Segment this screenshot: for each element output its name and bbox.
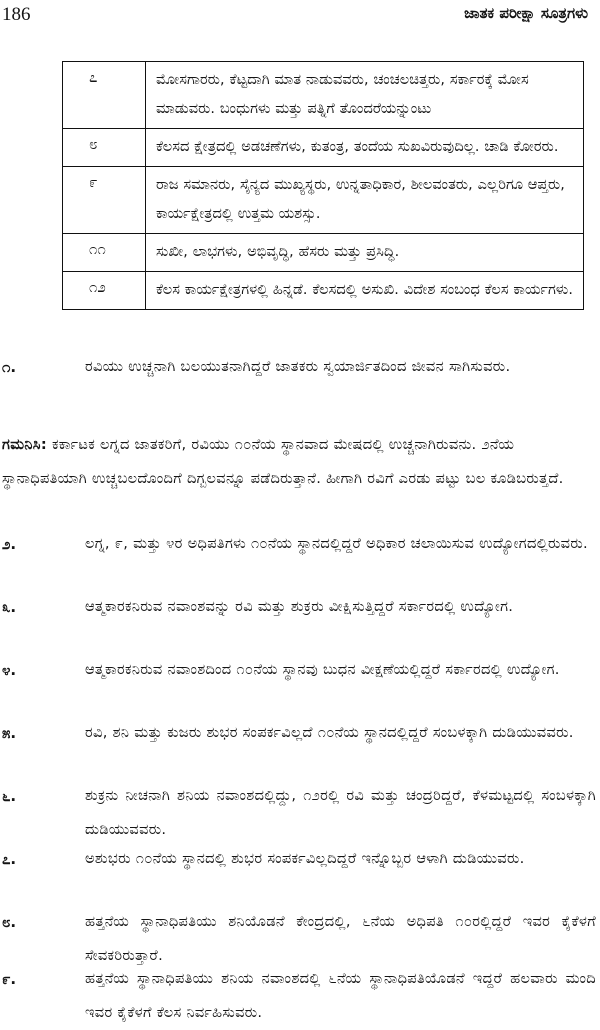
house-description-cell: ಕೆಲಸ ಕಾರ್ಯಕ್ಷೇತ್ರಗಳಲ್ಲಿ ಹಿನ್ನಡೆ. ಕೆಲಸದಲ್ಲಿ ಅಸುಖಿ. ವಿದೇಶ ಸಂಬಂಧ ಕೆಲಸ ಕಾರ್ಯಗಳು. [146,272,584,310]
list-item-text: ಆತ್ಮಕಾರಕನಿರುವ ನವಾಂಶವನ್ನು ರವಿ ಮತ್ತು ಶುಕ್ರರು ವೀಕ್ಷಿಸುತ್ತಿದ್ದರೆ ಸರ್ಕಾರದಲ್ಲಿ ಉದ್ಯೋಗ. [85,598,514,615]
table-row [63,234,584,272]
list-item [0,527,596,561]
house-number-cell: ೧೨ [63,272,146,310]
note-label: ಗಮನಿಸಿ: [2,436,47,453]
list-item [0,590,596,624]
list-item-number: ೮. [2,913,17,931]
page-header [0,0,600,40]
list-item-text: ಹತ್ತನೆಯ ಸ್ಥಾನಾಧಿಪತಿಯು ಶನಿಯೊಡನೆ ಕೇಂದ್ರದಲ್ಲಿ, ೬ನೆಯ ಅಧಿಪತಿ ೧೦ರಲ್ಲಿದ್ದರೆ ಇವರ ಕೈಕೆಳಗೆ ಸೇವಕರಿರುತ್ತಾರೆ. [85,913,596,964]
list-item [0,842,596,876]
table-row [63,62,584,129]
list-item [0,716,596,750]
list-item-number: ೧. [2,358,17,376]
list-item [0,779,596,847]
table-row [63,167,584,234]
list-item-number: ೪. [2,661,17,679]
list-item [0,962,596,1030]
note-text: ಕರ್ಕಾಟಕ ಲಗ್ನದ ಜಾತಕರಿಗೆ, ರವಿಯು ೧೦ನೆಯ ಸ್ಥಾನವಾದ ಮೇಷದಲ್ಲಿ ಉಚ್ಚನಾಗಿರುವನು. ೨ನೆಯ ಸ್ಥಾನಾಧಿಪತಿಯಾಗಿ ಉಚ್ಚಬಲದೊಂದಿಗೆ ದಿಗ್ಬಲವನ್ನೂ ಪಡೆದಿರುತ್ತಾನೆ. ಹೀಗಾಗಿ ರವಿಗೆ ಎರಡು ಪಟ್ಟು ಬಲ ಕೂಡಿಬರುತ್ತದೆ. [2,436,564,487]
house-number-cell: ೯ [63,167,146,234]
page-number: 186 [2,4,31,25]
list-item-text: ರವಿ, ಶನಿ ಮತ್ತು ಕುಜರು ಶುಭರ ಸಂಪರ್ಕವಿಲ್ಲದೆ ೧೦ನೆಯ ಸ್ಥಾನದಲ್ಲಿದ್ದರೆ ಸಂಬಳಕ್ಕಾಗಿ ದುಡಿಯುವವರು. [85,724,574,741]
list-item-text: ಲಗ್ನ, ೯, ಮತ್ತು ೪ರ ಅಧಿಪತಿಗಳು ೧೦ನೆಯ ಸ್ಥಾನದಲ್ಲಿದ್ದರೆ ಅಧಿಕಾರ ಚಲಾಯಿಸುವ ಉದ್ಯೋಗದಲ್ಲಿರುವರು. [85,535,588,552]
list-item-number: ೬. [2,787,17,805]
note-paragraph [2,428,594,496]
list-item-number: ೩. [2,598,17,616]
house-description-cell: ಕೆಲಸದ ಕ್ಷೇತ್ರದಲ್ಲಿ ಅಡಚಣೆಗಳು, ಕುತಂತ್ರ, ತಂದೆಯ ಸುಖವಿರುವುದಿಲ್ಲ. ಚಾಡಿ ಕೋರರು. [146,129,584,167]
list-item-number: ೨. [2,535,17,553]
house-description-cell: ರಾಜ ಸಮಾನರು, ಸೈನ್ಯದ ಮುಖ್ಯಸ್ಥರು, ಉನ್ನತಾಧಿಕಾರ, ಶೀಲವಂತರು, ಎಲ್ಲರಿಗೂ ಆಪ್ತರು, ಕಾರ್ಯಕ್ಷೇತ್ರದಲ್ಲಿ ಉತ್ತಮ ಯಶಸ್ಸು. [146,167,584,234]
list-item-number: ೭. [2,850,17,868]
house-description-cell: ಮೋಸಗಾರರು, ಕೆಟ್ಟದಾಗಿ ಮಾತ ನಾಡುವವರು, ಚಂಚಲಚಿತ್ತರು, ಸರ್ಕಾರಕ್ಕೆ ಮೋಸ ಮಾಡುವರು. ಬಂಧುಗಳು ಮತ್ತು ಪತ್ನಿಗೆ ತೊಂದರೆಯನ್ನುಂಟು [146,62,584,129]
house-number-cell: ೭ [63,62,146,129]
table-row [63,129,584,167]
list-item-text: ಆತ್ಮಕಾರಕನಿರುವ ನವಾಂಶದಿಂದ ೧೦ನೆಯ ಸ್ಥಾನವು ಬುಧನ ವೀಕ್ಷಣೆಯಲ್ಲಿದ್ದರೆ ಸರ್ಕಾರದಲ್ಲಿ ಉದ್ಯೋಗ. [85,661,560,678]
list-item [0,653,596,687]
house-description-cell: ಸುಖೀ, ಲಾಭಗಳು, ಅಭಿವೃದ್ಧಿ, ಹೆಸರು ಮತ್ತು ಪ್ರಸಿದ್ಧಿ. [146,234,584,272]
house-number-cell: ೧೧ [63,234,146,272]
list-item-text: ರವಿಯು ಉಚ್ಚನಾಗಿ ಬಲಯುತನಾಗಿದ್ದರೆ ಜಾತಕರು ಸ್ವಯಾರ್ಜಿತದಿಂದ ಜೀವನ ಸಾಗಿಸುವರು. [85,358,511,375]
house-number-cell: ೮ [63,129,146,167]
running-title: ಜಾತಕ ಪರೀಕ್ಷಾ ಸೂತ್ರಗಳು [464,4,588,22]
list-item-text: ಅಶುಭರು ೧೦ನೆಯ ಸ್ಥಾನದಲ್ಲಿ ಶುಭರ ಸಂಪರ್ಕವಿಲ್ಲದಿದ್ದರೆ ಇನ್ನೊಬ್ಬರ ಆಳಾಗಿ ದುಡಿಯುವರು. [85,850,525,867]
list-item-text: ಹತ್ತನೆಯ ಸ್ಥಾನಾಧಿಪತಿಯು ಶನಿಯ ನವಾಂಶದಲ್ಲಿ ೬ನೆಯ ಸ್ಥಾನಾಧಿಪತಿಯೊಡನೆ ಇದ್ದರೆ ಹಲವಾರು ಮಂದಿ ಇವರ ಕೈಕೆಳಗೆ ಕೆಲಸ ನಿರ್ವಹಿಸುವರು. [85,970,596,1021]
list-item-number: ೯. [2,970,17,988]
list-item [0,350,596,384]
list-item-number: ೫. [2,724,17,742]
list-item-text: ಶುಕ್ರನು ನೀಚನಾಗಿ ಶನಿಯ ನವಾಂಶದಲ್ಲಿದ್ದು, ೧೨ರಲ್ಲಿ ರವಿ ಮತ್ತು ಚಂದ್ರರಿದ್ದರೆ, ಕೆಳಮಟ್ಟದಲ್ಲಿ ಸಂಬಳಕ್ಕಾಗಿ ದುಡಿಯುವವರು. [85,787,596,838]
table-row [63,272,584,310]
house-results-table [62,61,584,310]
